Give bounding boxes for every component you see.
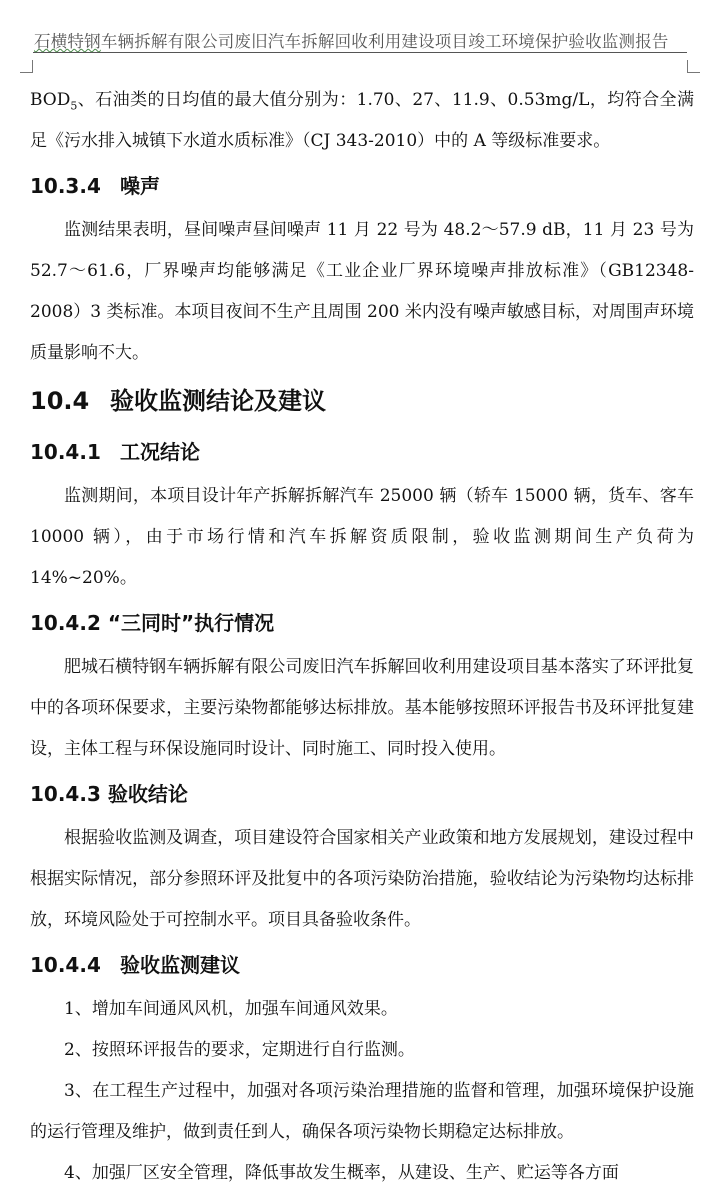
- heading-title: 验收监测建议: [120, 953, 240, 977]
- heading-title: 工况结论: [120, 440, 200, 464]
- paragraph-noise: 监测结果表明，昼间噪声昼间噪声 11 月 22 号为 48.2～57.9 dB，11 月 23 号为 52.7～61.6，厂界噪声均能够满足《工业企业厂界环境噪声排放标准》（GB12348-2008）3 类标准。本项目夜间不生产且周围 200 米内没有噪声敏感目标，对周围声环境质量影响不大。: [30, 220, 694, 363]
- header-rule: [33, 52, 687, 53]
- heading-10-4-2: 10.4.2 “三同时”执行情况: [30, 611, 275, 635]
- margin-corner-mark-right: [687, 60, 700, 73]
- text-water-standard: 、石油类的日均值的最大值分别为：1.70、27、11.9、0.53mg/L，均符合全满足《污水排入城镇下水道水质标准》（CJ 343-2010）中的 A 等级标准要求。: [30, 90, 694, 151]
- recommendation-list: [30, 989, 694, 1194]
- document-body: [30, 80, 694, 1194]
- heading-number: 10.4.4: [30, 953, 101, 977]
- list-item: 2、按照环评报告的要求，定期进行自行监测。: [64, 1040, 415, 1060]
- header-title-part2: 车辆拆解有限公司废旧汽车拆解回收利用建设项目竣工环境保护验收监测报告: [100, 32, 669, 51]
- list-item: 3、在工程生产过程中，加强对各项污染治理措施的监督和管理，加强环境保护设施的运行管理及维护，做到责任到人，确保各项污染物长期稳定达标排放。: [30, 1081, 694, 1142]
- text-bod-subscript: 5: [70, 99, 78, 113]
- heading-number: 10.4.1: [30, 440, 101, 464]
- margin-corner-mark-left: [20, 60, 33, 73]
- heading-title: 验收监测结论及建议: [110, 387, 326, 415]
- heading-10-3-4: [30, 162, 694, 210]
- heading-10-4-1: [30, 428, 694, 476]
- heading-title: 噪声: [120, 174, 160, 198]
- list-item: 4、加强厂区安全管理，降低事故发生概率，从建设、生产、贮运等各方面: [64, 1163, 619, 1183]
- list-item: 1、增加车间通风风机，加强车间通风效果。: [64, 999, 398, 1019]
- heading-number: 10.4: [30, 387, 90, 415]
- running-header: [0, 0, 720, 50]
- paragraph-acceptance-conclusion: 根据验收监测及调查，项目建设符合国家相关产业政策和地方发展规划，建设过程中根据实际情况，部分参照环评及批复中的各项污染防治措施，验收结论为污染物均达标排放，环境风险处于可控制水平。项目具备验收条件。: [30, 828, 694, 930]
- paragraph-water-conclusion: [30, 80, 694, 162]
- header-title-part1: 石横特钢: [34, 32, 101, 51]
- heading-10-4-3: 10.4.3 验收结论: [30, 782, 188, 806]
- heading-10-4: [30, 374, 694, 428]
- text-bod: BOD: [30, 90, 71, 110]
- heading-number: 10.3.4: [30, 174, 101, 198]
- paragraph-three-simultaneities: 肥城石横特钢车辆拆解有限公司废旧汽车拆解回收利用建设项目基本落实了环评批复中的各项环保要求，主要污染物都能够达标排放。基本能够按照环评报告书及环评批复建设，主体工程与环保设施同时设计、同时施工、同时投入使用。: [30, 657, 694, 759]
- paragraph-operating-conditions: 监测期间，本项目设计年产拆解拆解汽车 25000 辆（轿车 15000 辆，货车、客车 10000 辆），由于市场行情和汽车拆解资质限制，验收监测期间生产负荷为 14%~20%。: [30, 486, 694, 588]
- heading-10-4-4: [30, 941, 694, 989]
